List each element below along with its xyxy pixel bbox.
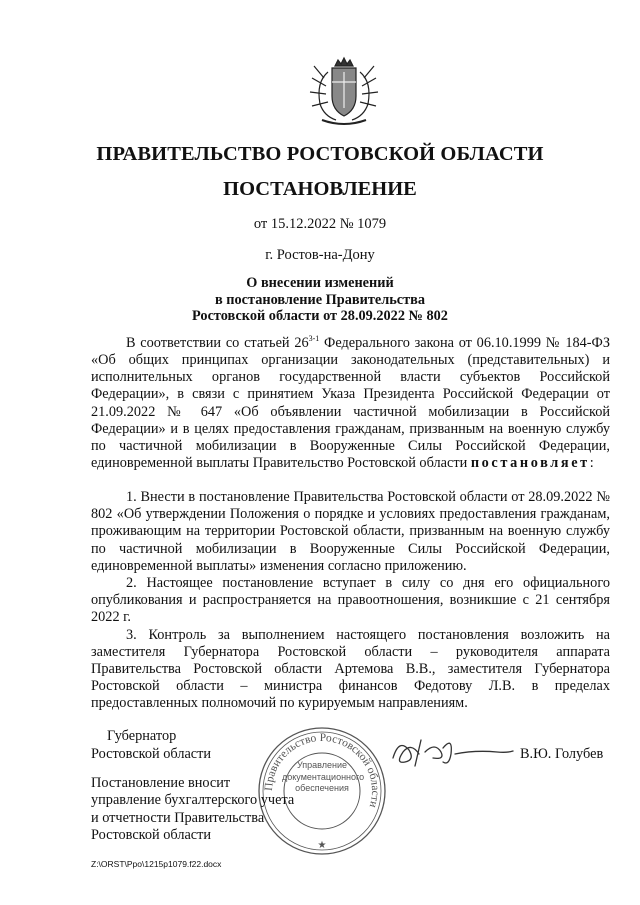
signatory-position-line2: Ростовской области — [91, 746, 212, 762]
document-date-number: от 15.12.2022 № 1079 — [253, 216, 387, 232]
file-path: Z:\ORST\Ppo\1215p1079.f22.docx — [91, 859, 222, 869]
handwritten-signature — [385, 732, 517, 772]
stamp-inner-line: Управление — [296, 760, 348, 770]
title-line: О внесении изменений — [246, 275, 394, 291]
submitted-by-line: и отчетности Правительства — [91, 809, 265, 826]
decree-item: 1. Внести в постановление Правительства Ростовской области от 28.09.2022 № 802 «Об утверждении Положения о порядке и условиях предоставления гражданам, проживающим на территории Ростовской области, призванным на военную службу по частичной мобилизации в Вооруженные Силы Российской Федерации, единовременной выплаты» изменения согласно приложению. — [91, 489, 610, 574]
stamp-inner-line: документационного — [282, 771, 365, 782]
submitted-by-line: Ростовской области — [91, 827, 212, 844]
submitted-by — [91, 775, 294, 845]
title-line: в постановление Правительства — [214, 291, 426, 308]
stamp-ring-text: Правительство Ростовской области — [262, 731, 382, 809]
submitted-by-line: Постановление вносит — [91, 775, 231, 791]
title-line: Ростовской области от 28.09.2022 № 802 — [192, 308, 448, 324]
preamble-text: В соответствии со статьей 26 — [126, 334, 309, 351]
decree-items — [91, 489, 610, 713]
government-name: ПРАВИТЕЛЬСТВО РОСТОВСКОЙ ОБЛАСТИ — [96, 143, 544, 165]
preamble-text: Федерального закона от 06.10.1999 № 184-ФЗ «Об общих принципах организации законодательных (представительных) и исполнительных органов государственной власти субъектов Российской Федерации», в связи с принятием Указа Президента Российской Федерации от 21.09.2022 № 647 «Об объявлении частичной мобилизации в Российской Федерации» и в целях предоставления гражданам, призванным на военную службу по частичной мобилизации в Вооруженные Силы Российской Федерации, единовременной выплаты Правительство Ростовской области — [91, 334, 610, 472]
decree-item: 2. Настоящее постановление вступает в силу со дня его официального опубликования и распространяется на правоотношения, возникшие с 21 сентября 2022 г. — [91, 575, 610, 626]
resolves-word: постановляет — [470, 455, 590, 472]
document-title — [0, 275, 640, 325]
signatory-name: В.Ю. Голубев — [520, 746, 604, 762]
stamp-inner-line: обеспечения — [295, 783, 349, 793]
preamble — [91, 330, 610, 472]
signatory-position-line1: Губернатор — [107, 728, 177, 744]
decree-item: 3. Контроль за выполнением настоящего постановления возложить на заместителя Губернатора Ростовской области – руководителя аппарата Правительства Ростовской области Артемова В.В., заместителя Губернатора Ростовской области – министра финансов Федотову Л.В. в пределах предоставленных полномочий по курируемым направлениям. — [91, 626, 610, 712]
preamble-superscript: 3-1 — [308, 334, 320, 343]
svg-text:★: ★ — [317, 840, 327, 851]
document-type: ПОСТАНОВЛЕНИЕ — [223, 178, 417, 200]
submitted-by-line: управление бухгалтерского учета — [91, 792, 295, 809]
coat-of-arms-icon — [302, 52, 386, 128]
preamble-colon: : — [589, 455, 594, 472]
document-city: г. Ростов-на-Дону — [265, 247, 375, 263]
